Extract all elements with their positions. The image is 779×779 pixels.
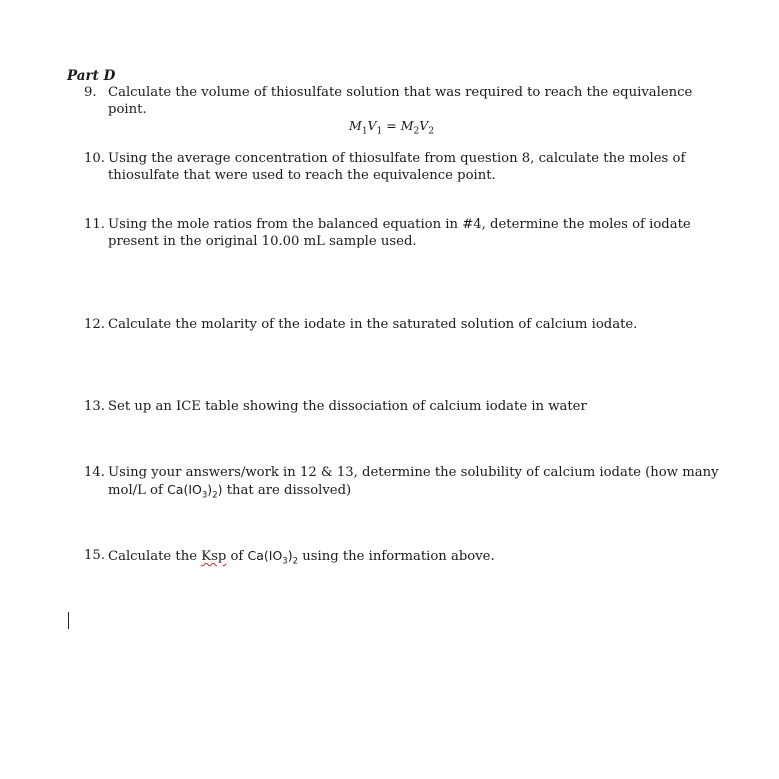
question-text: Using the mole ratios from the balanced equation in #4, determine the moles of iodate present in the original 10.00 mL sample used. [108,217,691,249]
question-text: Calculate the molarity of the iodate in the saturated solution of calcium iodate. [108,317,638,332]
question-number: 15. [84,548,105,563]
chemical-formula: $Ca(IO_3)_2$ [247,548,299,567]
question-number: 13. [84,399,105,414]
question-14 [84,464,724,505]
question-15 [84,547,724,571]
question-11 [84,216,724,250]
question-10 [84,150,724,184]
question-number: 10. [84,151,105,166]
question-text: Set up an ICE table showing the dissociation of calcium iodate in water [108,399,587,414]
question-text: Calculate the volume of thiosulfate solution that was required to reach the equivalence point. [108,85,693,117]
question-number: 12. [84,317,105,332]
ksp-term: Ksp [201,549,227,564]
question-12 [84,316,724,333]
question-number: 14. [84,465,105,480]
question-text: Calculate the Ksp of $Ca(IO_3)_2$ using the information above. [108,548,495,567]
question-number: 11. [84,217,105,232]
question-number: 9. [84,85,97,100]
question-text: Using the average concentration of thiosulfate from question 8, calculate the moles of thiosulfate that were used to reach the equivalence point. [108,151,686,183]
question-9 [84,84,724,118]
dilution-equation: $M_1V_1 = M_2V_2$ [349,118,435,137]
text-cursor[interactable] [68,612,69,629]
part-title: Part D [67,68,116,84]
question-13 [84,398,724,415]
question-text: Using your answers/work in 12 & 13, determine the solubility of calcium iodate (how many mol/L of $Ca(IO_3)_2$) that are dissolved) [108,465,719,501]
chemical-formula: $Ca(IO_3)_2$) [167,482,223,501]
